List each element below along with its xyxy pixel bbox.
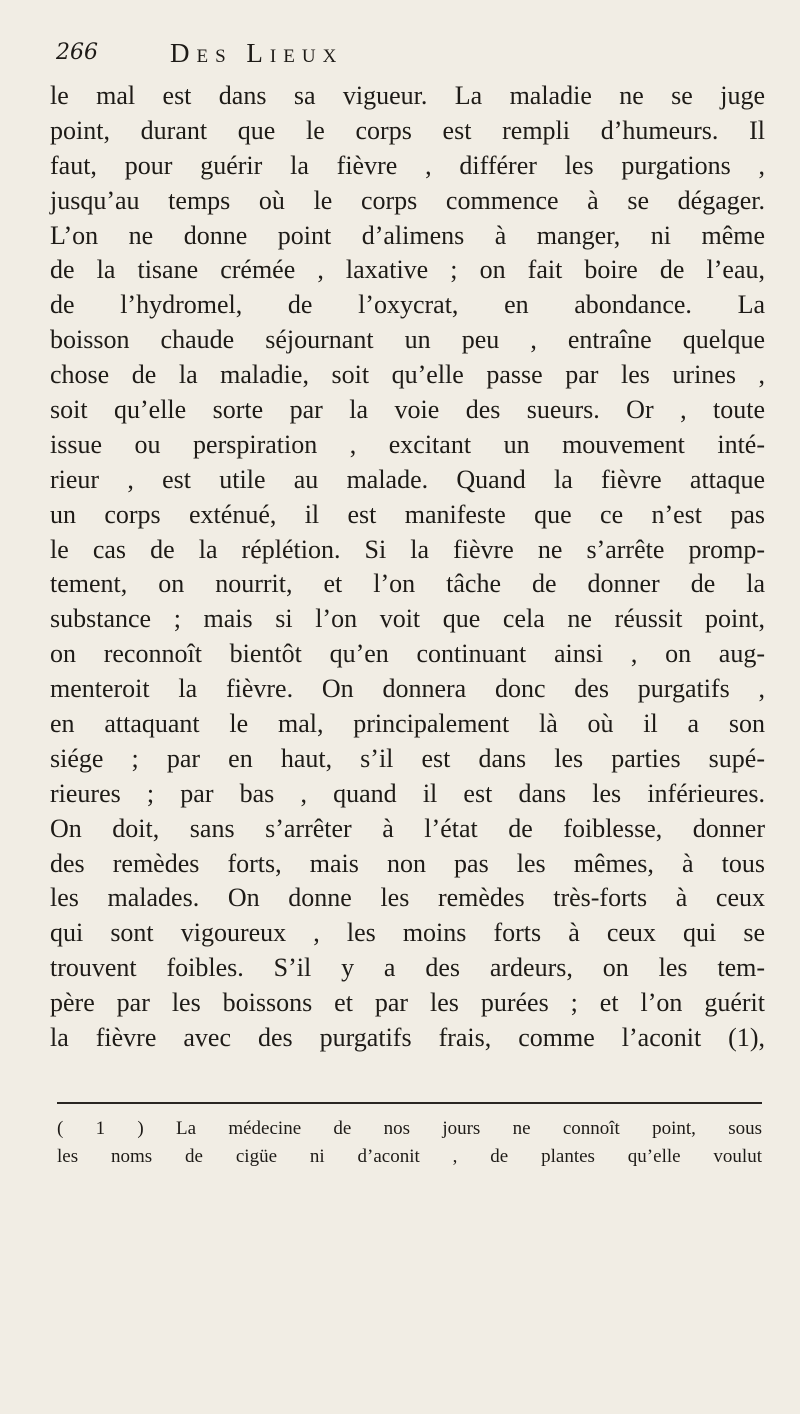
running-head: Des Lieux — [170, 38, 344, 68]
page-header — [50, 38, 765, 78]
text-line: rieur , est utile au malade. Quand la fièvre attaque — [50, 464, 765, 494]
text-line: soit qu’elle sorte par la voie des sueurs. Or , toute — [50, 395, 765, 425]
text-line: tement, on nourrit, et l’on tâche de donner de la — [50, 569, 765, 599]
text-line: jusqu’au temps où le corps commence à se dégager. — [50, 185, 765, 215]
text-line: point, durant que le corps est rempli d’humeurs. Il — [50, 115, 765, 145]
text-line: père par les boissons et par les purées ; et l’on guérit — [50, 988, 765, 1018]
text-line: menteroit la fièvre. On donnera donc des purgatifs , — [50, 674, 765, 704]
text-line: On doit, sans s’arrêter à l’état de foiblesse, donner — [50, 813, 765, 843]
text-line: les malades. On donne les remèdes très-forts à ceux — [50, 883, 765, 913]
text-line: on reconnoît bientôt qu’en continuant ainsi , on aug- — [50, 639, 765, 669]
text-line: le cas de la réplétion. Si la fièvre ne s’arrête promp- — [50, 534, 765, 564]
footnote-line: les noms de cigüe ni d’aconit , de plantes qu’elle voulut — [57, 1146, 762, 1167]
text-line: L’on ne donne point d’alimens à manger, ni même — [50, 220, 765, 250]
text-line: siége ; par en haut, s’il est dans les parties supé- — [50, 743, 765, 773]
body-text — [50, 79, 765, 1056]
text-line: de l’hydromel, de l’oxycrat, en abondance. La — [50, 290, 765, 320]
book-page — [50, 38, 765, 1056]
text-line: substance ; mais si l’on voit que cela ne réussit point, — [50, 604, 765, 634]
text-line: le mal est dans sa vigueur. La maladie ne se juge — [50, 81, 765, 110]
text-line: issue ou perspiration , excitant un mouvement inté- — [50, 429, 765, 459]
text-line: faut, pour guérir la fièvre , différer les purgations , — [50, 150, 765, 180]
text-line: qui sont vigoureux , les moins forts à ceux qui se — [50, 918, 765, 948]
text-line: la fièvre avec des purgatifs frais, comme l’aconit (1), — [50, 1023, 765, 1053]
text-line: un corps exténué, il est manifeste que ce n’est pas — [50, 499, 765, 529]
footnote — [57, 1115, 762, 1171]
text-line: rieures ; par bas , quand il est dans les inférieures. — [50, 778, 765, 808]
text-line: boisson chaude séjournant un peu , entraîne quelque — [50, 325, 765, 355]
text-line: des remèdes forts, mais non pas les mêmes, à tous — [50, 848, 765, 878]
footnote-line: ( 1 ) La médecine de nos jours ne connoît point, sous — [57, 1118, 762, 1139]
text-line: de la tisane crémée , laxative ; on fait boire de l’eau, — [50, 255, 765, 285]
text-line: trouvent foibles. S’il y a des ardeurs, on les tem- — [50, 953, 765, 983]
footnote-rule — [57, 1102, 762, 1104]
text-line: chose de la maladie, soit qu’elle passe par les urines , — [50, 360, 765, 390]
text-line: en attaquant le mal, principalement là où il a son — [50, 709, 765, 739]
page-number: 266 — [56, 40, 98, 65]
